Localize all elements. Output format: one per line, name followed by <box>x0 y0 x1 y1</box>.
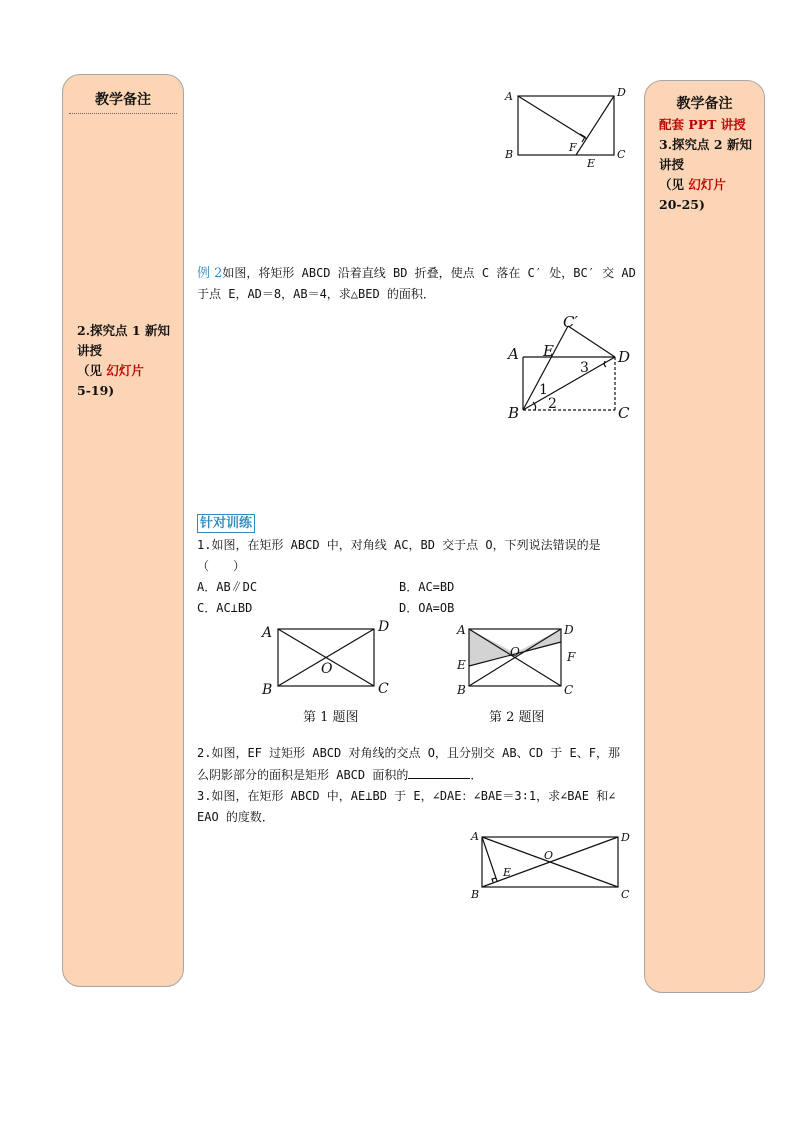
top-fig-label-f: F <box>569 141 577 154</box>
right-note-slides: 幻灯片 <box>688 177 726 192</box>
fig3-right-angle <box>492 878 496 882</box>
top-fig-label-e: E <box>587 157 596 170</box>
left-notes-header: 教学备注 <box>69 89 177 114</box>
fig1-label-d: D <box>378 619 390 635</box>
example-2-line <box>197 263 637 284</box>
fold-fig-angle-1: 1 <box>539 382 548 398</box>
fig2-label-a: A <box>457 623 466 637</box>
fig2-label-c: C <box>564 683 574 697</box>
q2-answer-blank[interactable] <box>408 764 470 779</box>
fig3-line-ae <box>482 837 497 881</box>
q3-line-1: 3.如图，在矩形 ABCD 中，AE⊥BD 于 E，∠DAE：∠BAE＝3∶1，求∠BAE 和∠ <box>197 789 616 803</box>
right-note-prefix: （见 <box>659 177 685 192</box>
option-a: A．AB∥DC <box>197 580 258 594</box>
top-fig-label-b: B <box>505 148 514 161</box>
figure-2-caption: 第 2 题图 <box>489 710 545 725</box>
figure-3 <box>468 830 636 902</box>
fig3-label-a: A <box>471 830 479 843</box>
fig3-label-c: C <box>621 888 630 901</box>
question-3 <box>197 786 637 828</box>
fig1-label-b: B <box>262 682 273 698</box>
right-note-line: 20-25) <box>659 197 705 212</box>
fig2-label-o: O <box>510 645 520 659</box>
example-2-line-1: 如图，将矩形 ABCD 沿着直线 BD 折叠，使点 C 落在 C′ 处，BC′ 交 AD <box>222 266 636 280</box>
q2-end: ． <box>470 768 483 782</box>
left-note-line: 5-19) <box>77 383 115 398</box>
example-2-text <box>197 263 637 305</box>
fig3-label-b: B <box>471 888 480 901</box>
option-d: D．OA=OB <box>399 601 455 615</box>
fold-fig-angle-2: 2 <box>548 396 557 412</box>
q2-line-2: 么阴影部分的面积是矩形 ABCD 面积的 <box>197 768 409 782</box>
right-note-line <box>659 175 759 195</box>
left-notes-panel <box>62 74 184 987</box>
fig3-label-o: O <box>544 849 554 862</box>
top-fig-label-d: D <box>617 86 626 99</box>
fig1-label-o: O <box>321 661 333 677</box>
right-notes-header: 教学备注 <box>676 96 733 112</box>
question-2 <box>197 743 637 786</box>
example-2-line-2: 于点 E，AD＝8，AB＝4，求△BED 的面积． <box>197 287 435 301</box>
fig2-label-f: F <box>567 650 576 664</box>
q2-line-1: 2.如图，EF 过矩形 ABCD 对角线的交点 O，且分别交 AB、CD 于 E、F，那 <box>197 746 620 760</box>
q3-line-2: EAO 的度数． <box>197 810 274 824</box>
q1-line-1: 1.如图，在矩形 ABCD 中，对角线 AC，BD 交于点 O，下列说法错误的是 <box>197 538 601 552</box>
q2-line-2-row <box>197 764 637 786</box>
fig2-label-e: E <box>457 658 466 672</box>
left-note-slides: 幻灯片 <box>106 363 144 378</box>
right-notes-body <box>659 115 759 215</box>
fold-fig-angle-3: 3 <box>580 360 589 376</box>
fold-fig-label-c-prime: C′ <box>563 313 578 331</box>
question-1 <box>197 535 637 577</box>
fold-fig-label-c: C <box>618 404 630 422</box>
figure-2 <box>455 620 585 700</box>
option-b: B．AC=BD <box>399 580 455 594</box>
left-notes-body <box>77 321 177 401</box>
figure-1 <box>258 620 398 700</box>
fold-fig-label-d: D <box>618 348 631 366</box>
fold-fig-label-b: B <box>508 404 520 422</box>
example-2-label: 例 2 <box>197 266 223 281</box>
fig1-label-c: C <box>378 681 389 697</box>
right-note-ppt: 配套 PPT 讲授 <box>659 117 746 132</box>
top-fig-line-de <box>576 96 614 155</box>
fig2-label-b: B <box>457 683 466 697</box>
left-note-line: 2.探究点 1 新知讲授 <box>77 323 170 358</box>
top-rectangle-figure <box>500 85 640 170</box>
fold-fig-label-a: A <box>508 345 519 363</box>
top-fig-label-c: C <box>617 148 626 161</box>
right-note-line: 3.探究点 2 新知讲授 <box>659 137 752 172</box>
left-note-prefix: （见 <box>77 363 103 378</box>
fig1-label-a: A <box>262 625 273 641</box>
top-fig-line-af <box>518 96 587 139</box>
practice-title-row <box>197 513 637 534</box>
fig2-label-d: D <box>564 623 574 637</box>
right-notes-panel <box>644 80 765 993</box>
left-note-line <box>77 361 177 381</box>
q1-line-2: （ ） <box>197 559 246 573</box>
option-c: C．AC⊥BD <box>197 601 253 615</box>
fold-figure <box>505 312 635 422</box>
practice-title: 针对训练 <box>197 514 255 533</box>
fig3-label-e: E <box>503 866 512 879</box>
fold-fig-label-e: E <box>543 342 554 360</box>
figure-1-caption: 第 1 题图 <box>303 710 359 725</box>
fig3-label-d: D <box>621 831 630 844</box>
top-fig-label-a: A <box>505 90 513 103</box>
